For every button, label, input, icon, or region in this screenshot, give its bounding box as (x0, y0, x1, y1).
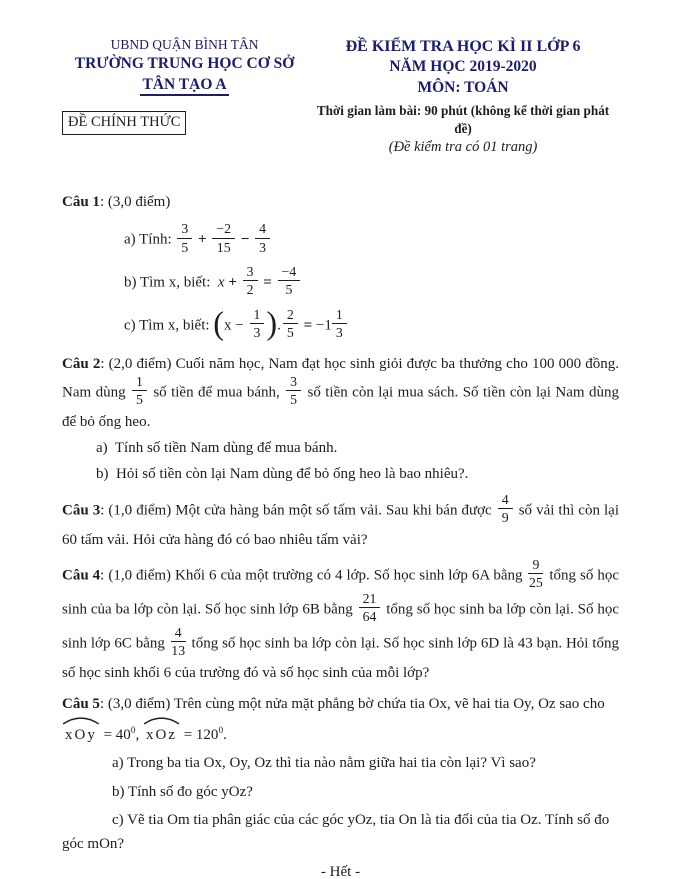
fraction-denominator: 15 (216, 239, 231, 255)
bold-text: Câu 2 (62, 355, 101, 372)
fraction (177, 221, 192, 255)
exam-header (62, 36, 619, 158)
fraction (332, 307, 347, 341)
arc-hat-icon (62, 717, 100, 725)
fraction-numerator: −2 (212, 221, 235, 238)
fraction (212, 221, 235, 255)
question (62, 556, 620, 685)
fraction (286, 374, 301, 408)
fraction (255, 221, 270, 255)
official-exam-badge-label: ĐỀ CHÍNH THỨC (62, 111, 186, 135)
fraction-numerator: −4 (278, 264, 301, 281)
issuer-authority: UBND QUẬN BÌNH TÂN (110, 37, 259, 52)
fraction (250, 307, 265, 341)
fraction-denominator: 64 (362, 609, 377, 625)
fraction-denominator: 5 (136, 392, 143, 408)
fraction-denominator: 5 (286, 325, 294, 341)
arc-hat-icon (143, 717, 180, 725)
school-year: NĂM HỌC 2019-2020 (389, 58, 537, 76)
fraction-numerator: 21 (359, 591, 381, 608)
question-text: c) Tìm x, biết: (x − $\frac{1}{3}$ ). $\frac{2}{5}$ = −1 $\frac{1}{3}$ (124, 309, 619, 343)
issuer-school: TRƯỜNG TRUNG HỌC CƠ SỞ (74, 55, 295, 73)
fraction-denominator: 25 (529, 575, 543, 591)
question (62, 190, 619, 343)
fraction-numerator: 2 (283, 307, 298, 324)
fraction-numerator: 3 (177, 221, 192, 238)
fraction-numerator: 9 (528, 557, 543, 574)
close-paren: ) (266, 304, 278, 341)
bold-text: + (194, 231, 211, 248)
issuer-school-name: TÂN TẠO A (140, 76, 228, 96)
fraction-numerator: 4 (498, 492, 513, 509)
question-text: b) Tìm x, biết: x + $\frac{3}{2}$ = $\frac{-4}{5}$ (124, 266, 619, 300)
fraction (243, 264, 258, 298)
bold-text: Câu 5 (62, 695, 100, 712)
official-exam-badge (62, 111, 307, 135)
bold-text: Câu 3 (62, 502, 101, 519)
question (62, 352, 619, 487)
issuer-block (62, 36, 307, 158)
bold-text: = (259, 274, 276, 291)
question-text: xOy = $40^0$, xOz = $120^0$. (62, 718, 619, 747)
fraction-denominator: 3 (253, 325, 261, 341)
fraction-numerator: 3 (243, 264, 258, 281)
fraction-denominator: 3 (259, 239, 267, 255)
question-text: a) Tính số tiền Nam dùng để mua bánh. (96, 440, 338, 457)
question (62, 692, 619, 857)
bold-text: = (299, 317, 316, 334)
exam-title-block (307, 36, 619, 158)
fraction-numerator: 1 (250, 307, 265, 324)
fraction-numerator: 4 (255, 221, 270, 238)
fraction-numerator: 3 (286, 374, 301, 391)
fraction-numerator: 1 (132, 374, 147, 391)
question-text: Câu 5: (3,0 điểm) Trên cùng một nửa mặt phẳng bờ chứa tia Ox, vẽ hai tia Oy, Oz sao cho (62, 695, 605, 712)
fraction-denominator: 3 (335, 325, 343, 341)
fraction-denominator: 9 (501, 510, 509, 526)
question-text: b) Tính số đo góc yOz? (112, 783, 253, 800)
bold-text: Câu 4 (62, 567, 101, 584)
degree-superscript: 0 (130, 726, 136, 737)
bold-text: − (237, 231, 254, 248)
question (62, 491, 619, 552)
bold-text: + (224, 274, 241, 291)
open-paren: ( (213, 304, 225, 341)
fraction-denominator: 13 (171, 643, 186, 659)
fraction-numerator: 4 (171, 625, 186, 642)
degree-superscript: 0 (218, 726, 224, 737)
fraction-numerator: 1 (332, 307, 347, 324)
question-text: Câu 3: (1,0 điểm) Một cửa hàng bán một số tấm vải. Sau khi bán được $\frac{4}{9}$ số vải thì còn lại 60 tấm vải. Hỏi cửa hàng đó có bao nhiêu tấm vải? (62, 491, 619, 548)
subject: MÔN: TOÁN (417, 79, 509, 97)
fraction (498, 492, 513, 526)
duration-note: Thời gian làm bài: 90 phút (không kể thời gian phát đề) (316, 102, 610, 136)
question-text: b) Hỏi số tiền còn lại Nam dùng để bỏ ống heo là bao nhiêu?. (96, 466, 469, 483)
angle-notation: xOz (143, 718, 180, 747)
issuer-school-name-row (62, 75, 307, 96)
question-text: Câu 2: (2,0 điểm) Cuối năm học, Nam đạt học sinh giỏi được ba thưởng cho 100 000 đồng. Nam dùng $\frac{1}{5}$ số tiền để mua bánh, $\frac{3}{5}$ số tiền còn lại mua sách. Số tiền còn lại Nam dùng để bỏ ống heo. (62, 355, 619, 430)
fraction (171, 625, 186, 659)
question-text: Câu 1: (3,0 điểm) (62, 193, 171, 210)
question-text: Câu 4: (1,0 điểm) Khối 6 của một trường có 4 lớp. Số học sinh lớp 6A bằng $\frac{9}{25}$ tổng số học sinh của ba lớp còn lại. Số học sinh lớp 6B bằng $\frac{21}{64}$ tổng số học sinh ba lớp còn lại. Số học sinh lớp 6C bằng $\frac{4}{13}$ tổng số học sinh ba lớp còn lại. Số học sinh lớp 6D là 43 bạn. Hỏi tổng số học sinh khối 6 của trường đó và số học sinh của mỗi lớp? (62, 556, 620, 681)
fraction (528, 557, 543, 591)
fraction (132, 374, 147, 408)
angle-notation: xOy (62, 718, 100, 747)
fraction (359, 591, 381, 625)
bold-text: Câu 1 (62, 193, 100, 210)
question-text: a) Tính: $\frac{3}{5}$ + $\frac{-2}{15}$ − $\frac{4}{3}$ (124, 223, 619, 257)
fraction-denominator: 5 (285, 282, 293, 298)
question-text: a) Trong ba tia Ox, Oy, Oz thì tia nào nằm giữa hai tia còn lại? Vì sao? (112, 755, 536, 772)
exam-title: ĐỀ KIỂM TRA HỌC KÌ II LỚP 6 (345, 38, 581, 55)
fraction (283, 307, 298, 341)
exam-body (62, 190, 619, 857)
page-count-note: (Đề kiểm tra có 01 trang) (388, 139, 538, 156)
fraction-denominator: 5 (290, 392, 298, 408)
end-marker: - Hết - (320, 863, 361, 879)
fraction-denominator: 5 (181, 239, 189, 255)
italic-text: x (217, 274, 225, 291)
question-text: c) Vẽ tia Om tia phân giác của các góc yOz, tia On là tia đối của tia Oz. Tính số đo góc mOn? (62, 812, 610, 853)
fraction (278, 264, 301, 298)
fraction-denominator: 2 (246, 282, 254, 298)
